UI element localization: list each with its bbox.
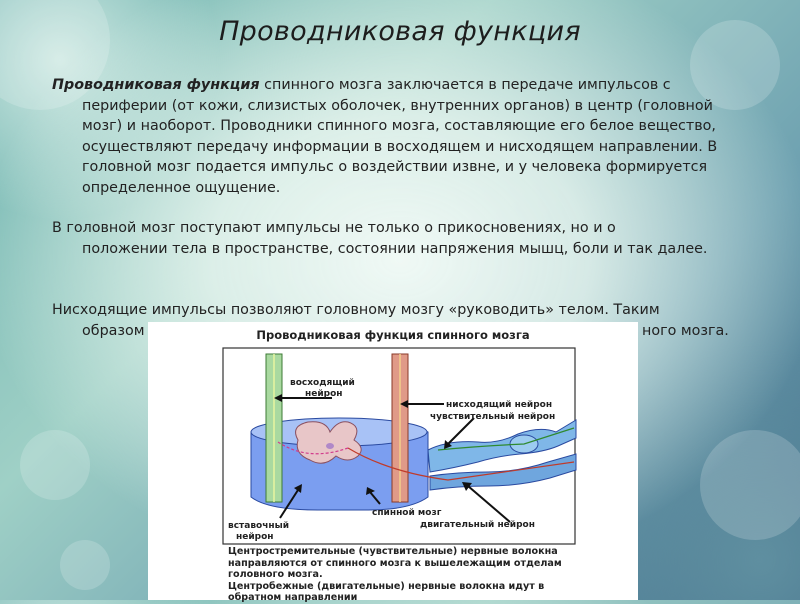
slide-title: Проводниковая функция bbox=[219, 16, 581, 47]
label-descending: нисходящий нейрон bbox=[446, 400, 553, 410]
paragraph-1 bbox=[52, 75, 752, 199]
label-ascending-2: нейрон bbox=[305, 389, 343, 399]
label-spinal-cord: спинной мозг bbox=[372, 508, 442, 518]
paragraph-2-rest: положении тела в пространстве, состоянии напряжения мышц, боли и так далее. bbox=[82, 240, 708, 257]
term-bold: Проводниковая функция bbox=[52, 77, 260, 93]
label-ascending-1: восходящий bbox=[290, 378, 355, 388]
paragraph-2-first-line: В головной мозг поступают импульсы не только о прикосновениях, но и о bbox=[52, 220, 616, 236]
caption-line: направляются от спинного мозга к вышележащим отделам bbox=[228, 557, 562, 569]
caption-line: Центробежные (двигательные) нервные волокна идут в bbox=[228, 580, 545, 592]
figure-caption bbox=[228, 546, 628, 604]
label-sensory: чувствительный нейрон bbox=[430, 412, 556, 422]
paragraph-3-first-line: Нисходящие импульсы позволяют головному мозгу «руководить» телом. Таким bbox=[52, 302, 660, 318]
background-bokeh bbox=[700, 430, 800, 540]
gray-matter bbox=[296, 422, 362, 463]
background-bokeh bbox=[60, 540, 110, 590]
background-bokeh bbox=[20, 430, 90, 500]
spinal-cord-diagram bbox=[148, 322, 638, 552]
caption-line: Центростремительные (чувствительные) нервные волокна bbox=[228, 546, 558, 557]
label-motor: двигательный нейрон bbox=[420, 520, 535, 530]
label-interneuron-2: нейрон bbox=[236, 532, 274, 542]
paragraph-2 bbox=[52, 218, 752, 259]
spinal-cord-figure bbox=[148, 322, 638, 604]
caption-line: обратном направлении bbox=[228, 592, 358, 604]
label-interneuron-1: вставочный bbox=[228, 521, 290, 531]
figure-title: Проводниковая функция спинного мозга bbox=[256, 328, 530, 342]
central-canal bbox=[326, 443, 334, 449]
paragraph-3-rest-left: образом bbox=[82, 322, 145, 339]
caption-line: головного мозга. bbox=[228, 569, 323, 581]
paragraph-1-first-line: спинного мозга заключается в передаче импульсов с bbox=[259, 77, 671, 93]
paragraph-1-rest: периферии (от кожи, слизистых оболочек, внутренних органов) в центр (головной мозг) и наоборот. Проводники спинного мозга, составляющие его белое вещество, осуществляют передачу информации в восходящем и нисходящем направлении. В головной мозг подается импульс о воздействии извне, и у человека формируется определенное ощущение. bbox=[82, 97, 718, 196]
paragraph-3-rest-right: ного мозга. bbox=[642, 322, 729, 339]
